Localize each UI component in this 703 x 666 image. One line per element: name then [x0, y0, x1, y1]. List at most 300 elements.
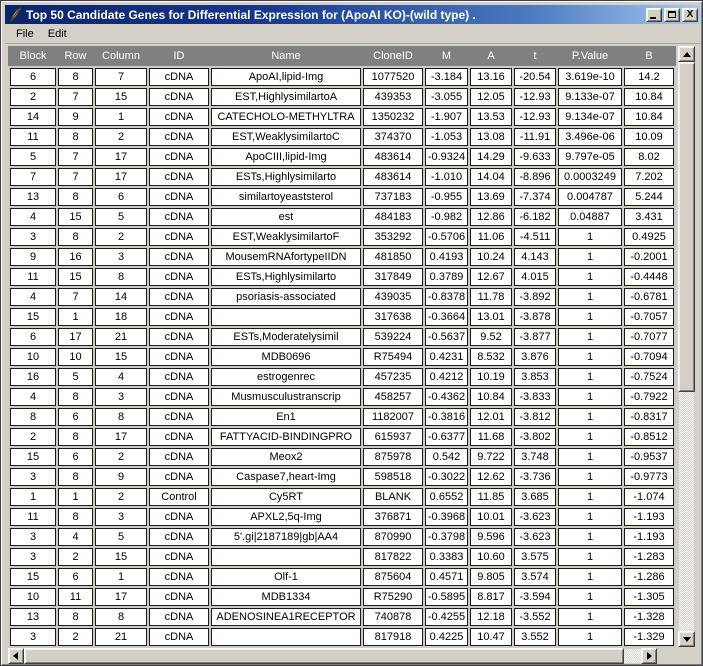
table-row[interactable] — [10, 208, 674, 226]
cell[interactable]: 6 — [95, 188, 147, 206]
cell[interactable]: Caspase7,heart-Img — [211, 468, 361, 486]
cell[interactable]: cDNA — [149, 128, 209, 146]
cell[interactable]: -3.878 — [514, 308, 556, 326]
cell[interactable]: 3.552 — [514, 628, 556, 646]
cell[interactable]: 5 — [58, 368, 93, 386]
table-row[interactable] — [10, 148, 674, 166]
cell[interactable]: -3.892 — [514, 288, 556, 306]
cell[interactable]: 12.18 — [470, 608, 512, 626]
cell[interactable]: -1.907 — [425, 108, 468, 126]
cell[interactable]: 1 — [558, 568, 622, 586]
cell[interactable]: 817918 — [363, 628, 423, 646]
table-row[interactable] — [10, 508, 674, 526]
cell[interactable]: cDNA — [149, 348, 209, 366]
cell[interactable]: -3.802 — [514, 428, 556, 446]
cell[interactable]: 458257 — [363, 388, 423, 406]
cell[interactable]: -7.374 — [514, 188, 556, 206]
cell[interactable]: 0.4571 — [425, 568, 468, 586]
cell[interactable]: 11.68 — [470, 428, 512, 446]
cell[interactable]: 21 — [95, 628, 147, 646]
cell[interactable]: 317638 — [363, 308, 423, 326]
cell[interactable]: 1 — [558, 388, 622, 406]
cell[interactable]: 6 — [58, 568, 93, 586]
cell[interactable]: 1 — [58, 488, 93, 506]
cell[interactable]: cDNA — [149, 408, 209, 426]
cell[interactable]: cDNA — [149, 628, 209, 646]
cell[interactable]: 374370 — [363, 128, 423, 146]
cell[interactable]: 9.134e-07 — [558, 108, 622, 126]
cell[interactable]: 5 — [95, 208, 147, 226]
cell[interactable]: -3.552 — [514, 608, 556, 626]
scroll-right-button[interactable] — [641, 648, 657, 664]
cell[interactable]: 7 — [58, 88, 93, 106]
cell[interactable]: 11 — [10, 508, 56, 526]
cell[interactable]: -0.9537 — [624, 448, 674, 466]
cell[interactable]: 737183 — [363, 188, 423, 206]
cell[interactable]: 15 — [58, 268, 93, 286]
cell[interactable]: 1 — [558, 508, 622, 526]
cell[interactable]: 9.722 — [470, 448, 512, 466]
cell[interactable]: 3 — [10, 468, 56, 486]
cell[interactable]: 2 — [95, 128, 147, 146]
cell[interactable]: Control — [149, 488, 209, 506]
cell[interactable]: 3.876 — [514, 348, 556, 366]
cell[interactable]: cDNA — [149, 608, 209, 626]
cell[interactable]: 15 — [10, 448, 56, 466]
table-row[interactable] — [10, 448, 674, 466]
cell[interactable]: 0.4225 — [425, 628, 468, 646]
cell[interactable]: similartoyeaststerol — [211, 188, 361, 206]
cell[interactable]: -3.623 — [514, 508, 556, 526]
cell[interactable]: -20.54 — [514, 68, 556, 86]
cell[interactable]: -0.9324 — [425, 148, 468, 166]
cell[interactable]: 3 — [10, 548, 56, 566]
cell[interactable]: 17 — [58, 328, 93, 346]
cell[interactable]: 9 — [95, 468, 147, 486]
cell[interactable]: cDNA — [149, 308, 209, 326]
cell[interactable]: 8.02 — [624, 148, 674, 166]
cell[interactable]: Musmusculustranscrip — [211, 388, 361, 406]
cell[interactable]: 3 — [10, 628, 56, 646]
cell[interactable]: -0.3968 — [425, 508, 468, 526]
cell[interactable]: 1350232 — [363, 108, 423, 126]
cell[interactable]: -0.3798 — [425, 528, 468, 546]
cell[interactable]: 2 — [10, 428, 56, 446]
cell[interactable]: 7 — [58, 288, 93, 306]
cell[interactable]: ESTs,Moderatelysimil — [211, 328, 361, 346]
cell[interactable]: 10.01 — [470, 508, 512, 526]
cell[interactable]: 1077520 — [363, 68, 423, 86]
cell[interactable]: -0.7057 — [624, 308, 674, 326]
cell[interactable]: 8 — [58, 68, 93, 86]
cell[interactable]: 483614 — [363, 168, 423, 186]
cell[interactable]: 8 — [95, 608, 147, 626]
cell[interactable]: 13 — [10, 188, 56, 206]
cell[interactable]: -3.055 — [425, 88, 468, 106]
cell[interactable]: -0.3816 — [425, 408, 468, 426]
cell[interactable]: 13.16 — [470, 68, 512, 86]
cell[interactable]: -12.93 — [514, 88, 556, 106]
cell[interactable]: -0.4255 — [425, 608, 468, 626]
table-row[interactable] — [10, 128, 674, 146]
table-row[interactable] — [10, 308, 674, 326]
menu-file[interactable]: File — [16, 27, 34, 40]
cell[interactable]: cDNA — [149, 448, 209, 466]
cell[interactable]: 15 — [10, 568, 56, 586]
cell[interactable]: cDNA — [149, 508, 209, 526]
cell[interactable]: 16 — [58, 248, 93, 266]
cell[interactable]: cDNA — [149, 528, 209, 546]
cell[interactable]: 13.08 — [470, 128, 512, 146]
cell[interactable] — [211, 548, 361, 566]
table-row[interactable] — [10, 328, 674, 346]
cell[interactable]: 11 — [58, 588, 93, 606]
cell[interactable]: 870990 — [363, 528, 423, 546]
table-row[interactable] — [10, 188, 674, 206]
cell[interactable]: cDNA — [149, 288, 209, 306]
cell[interactable]: -0.9773 — [624, 468, 674, 486]
cell[interactable]: 1 — [558, 288, 622, 306]
title-bar[interactable] — [5, 5, 700, 24]
table-row[interactable] — [10, 268, 674, 286]
table-row[interactable] — [10, 608, 674, 626]
table-row[interactable] — [10, 168, 674, 186]
cell[interactable]: 740878 — [363, 608, 423, 626]
cell[interactable]: cDNA — [149, 148, 209, 166]
table-row[interactable] — [10, 68, 674, 86]
cell[interactable]: -0.982 — [425, 208, 468, 226]
cell[interactable]: -0.7077 — [624, 328, 674, 346]
cell[interactable]: -3.736 — [514, 468, 556, 486]
cell[interactable]: 11.78 — [470, 288, 512, 306]
cell[interactable]: psoriasis-associated — [211, 288, 361, 306]
cell[interactable]: -0.8378 — [425, 288, 468, 306]
cell[interactable]: -0.7922 — [624, 388, 674, 406]
table-row[interactable] — [10, 388, 674, 406]
cell[interactable]: 1 — [558, 228, 622, 246]
minimize-button[interactable] — [646, 8, 662, 22]
cell[interactable]: EST,WeaklysimilartoF — [211, 228, 361, 246]
table-row[interactable] — [10, 348, 674, 366]
cell[interactable]: 18 — [95, 308, 147, 326]
vertical-scrollbar-track[interactable] — [679, 392, 694, 631]
scroll-down-button[interactable] — [678, 631, 695, 647]
cell[interactable]: cDNA — [149, 428, 209, 446]
cell[interactable]: 8 — [95, 268, 147, 286]
horizontal-scrollbar-thumb[interactable] — [24, 648, 624, 664]
cell[interactable]: cDNA — [149, 108, 209, 126]
cell[interactable]: -1.283 — [624, 548, 674, 566]
cell[interactable]: 7.202 — [624, 168, 674, 186]
cell[interactable]: R75494 — [363, 348, 423, 366]
cell[interactable] — [211, 628, 361, 646]
cell[interactable]: 9.52 — [470, 328, 512, 346]
cell[interactable]: 317849 — [363, 268, 423, 286]
cell[interactable]: cDNA — [149, 368, 209, 386]
cell[interactable]: 0.004787 — [558, 188, 622, 206]
cell[interactable]: 3 — [95, 388, 147, 406]
cell[interactable]: est — [211, 208, 361, 226]
cell[interactable]: -0.8512 — [624, 428, 674, 446]
cell[interactable]: 8 — [58, 388, 93, 406]
cell[interactable]: 5.244 — [624, 188, 674, 206]
cell[interactable]: -6.182 — [514, 208, 556, 226]
cell[interactable]: 9.133e-07 — [558, 88, 622, 106]
cell[interactable]: 1 — [558, 588, 622, 606]
cell[interactable]: EST,HighlysimilartoA — [211, 88, 361, 106]
table-row[interactable] — [10, 428, 674, 446]
cell[interactable]: 8 — [58, 428, 93, 446]
cell[interactable]: 10.19 — [470, 368, 512, 386]
cell[interactable]: 1 — [558, 248, 622, 266]
cell[interactable]: 15 — [10, 308, 56, 326]
cell[interactable]: -9.633 — [514, 148, 556, 166]
vertical-scrollbar[interactable] — [678, 46, 695, 647]
table-row[interactable] — [10, 468, 674, 486]
cell[interactable]: 6 — [58, 408, 93, 426]
cell[interactable]: -0.6377 — [425, 428, 468, 446]
cell[interactable]: Olf-1 — [211, 568, 361, 586]
cell[interactable]: 483614 — [363, 148, 423, 166]
cell[interactable]: 10.47 — [470, 628, 512, 646]
cell[interactable]: 10.60 — [470, 548, 512, 566]
cell[interactable]: 10.84 — [470, 388, 512, 406]
cell[interactable]: 7 — [95, 68, 147, 86]
cell[interactable]: cDNA — [149, 268, 209, 286]
cell[interactable]: 8 — [95, 408, 147, 426]
cell[interactable]: 1 — [558, 448, 622, 466]
cell[interactable]: -3.184 — [425, 68, 468, 86]
cell[interactable]: cDNA — [149, 388, 209, 406]
cell[interactable]: 10.84 — [624, 108, 674, 126]
table-row[interactable] — [10, 408, 674, 426]
cell[interactable]: estrogenrec — [211, 368, 361, 386]
cell[interactable]: 439035 — [363, 288, 423, 306]
table-row[interactable] — [10, 248, 674, 266]
cell[interactable]: 1 — [558, 348, 622, 366]
cell[interactable]: cDNA — [149, 188, 209, 206]
cell[interactable]: ApoCIII,lipid-Img — [211, 148, 361, 166]
cell[interactable]: 4.143 — [514, 248, 556, 266]
table-row[interactable] — [10, 568, 674, 586]
cell[interactable]: 15 — [95, 88, 147, 106]
cell[interactable]: -1.329 — [624, 628, 674, 646]
cell[interactable]: 13.53 — [470, 108, 512, 126]
cell[interactable]: 11.06 — [470, 228, 512, 246]
vertical-scrollbar-thumb[interactable] — [678, 62, 695, 392]
cell[interactable]: ESTs,Highlysimilarto — [211, 268, 361, 286]
cell[interactable]: R75290 — [363, 588, 423, 606]
cell[interactable]: 5'.gi|2187189|gb|AA4 — [211, 528, 361, 546]
cell[interactable]: 21 — [95, 328, 147, 346]
cell[interactable]: 0.4231 — [425, 348, 468, 366]
cell[interactable]: 1 — [558, 308, 622, 326]
cell[interactable]: CATECHOLO-METHYLTRA — [211, 108, 361, 126]
cell[interactable]: 8 — [58, 128, 93, 146]
cell[interactable]: 0.3383 — [425, 548, 468, 566]
table-row[interactable] — [10, 368, 674, 386]
cell[interactable]: ADENOSINEA1RECEPTOR — [211, 608, 361, 626]
cell[interactable]: 457235 — [363, 368, 423, 386]
cell[interactable]: 2 — [58, 628, 93, 646]
cell[interactable]: -0.3022 — [425, 468, 468, 486]
cell[interactable]: 3 — [10, 228, 56, 246]
cell[interactable]: 1 — [95, 108, 147, 126]
cell[interactable]: 1 — [558, 488, 622, 506]
cell[interactable]: 7 — [58, 148, 93, 166]
cell[interactable]: 1 — [10, 488, 56, 506]
cell[interactable]: cDNA — [149, 328, 209, 346]
cell[interactable]: 6 — [58, 448, 93, 466]
cell[interactable]: -0.5637 — [425, 328, 468, 346]
cell[interactable]: cDNA — [149, 68, 209, 86]
cell[interactable]: 0.3789 — [425, 268, 468, 286]
cell[interactable]: 7 — [10, 168, 56, 186]
cell[interactable]: -0.3664 — [425, 308, 468, 326]
cell[interactable]: 6 — [10, 328, 56, 346]
cell[interactable]: -1.010 — [425, 168, 468, 186]
cell[interactable]: 1 — [558, 408, 622, 426]
cell[interactable]: 1 — [558, 528, 622, 546]
menu-edit[interactable]: Edit — [47, 27, 67, 40]
cell[interactable]: 1 — [558, 368, 622, 386]
cell[interactable] — [211, 308, 361, 326]
cell[interactable]: 3.853 — [514, 368, 556, 386]
cell[interactable]: 12.05 — [470, 88, 512, 106]
cell[interactable]: 3.575 — [514, 548, 556, 566]
cell[interactable]: FATTYACID-BINDINGPRO — [211, 428, 361, 446]
cell[interactable]: 10.09 — [624, 128, 674, 146]
maximize-button[interactable] — [664, 8, 680, 22]
cell[interactable]: 4 — [10, 208, 56, 226]
cell[interactable]: MousemRNAfortypeIIDN — [211, 248, 361, 266]
cell[interactable]: cDNA — [149, 548, 209, 566]
cell[interactable]: 0.0003249 — [558, 168, 622, 186]
cell[interactable]: 875978 — [363, 448, 423, 466]
cell[interactable]: 1182007 — [363, 408, 423, 426]
table-row[interactable] — [10, 528, 674, 546]
cell[interactable]: -0.955 — [425, 188, 468, 206]
cell[interactable]: 4 — [10, 388, 56, 406]
cell[interactable]: 5 — [10, 148, 56, 166]
cell[interactable]: 2 — [58, 548, 93, 566]
cell[interactable]: 3.748 — [514, 448, 556, 466]
cell[interactable]: 481850 — [363, 248, 423, 266]
cell[interactable]: -4.511 — [514, 228, 556, 246]
cell[interactable]: -3.594 — [514, 588, 556, 606]
cell[interactable]: 1 — [558, 328, 622, 346]
cell[interactable]: En1 — [211, 408, 361, 426]
cell[interactable]: 598518 — [363, 468, 423, 486]
cell[interactable]: 9 — [58, 108, 93, 126]
cell[interactable]: 3 — [95, 248, 147, 266]
cell[interactable]: 3.619e-10 — [558, 68, 622, 86]
cell[interactable]: MDB0696 — [211, 348, 361, 366]
cell[interactable]: 12.86 — [470, 208, 512, 226]
cell[interactable]: cDNA — [149, 228, 209, 246]
cell[interactable]: -1.053 — [425, 128, 468, 146]
cell[interactable]: 10 — [10, 588, 56, 606]
cell[interactable]: MDB1334 — [211, 588, 361, 606]
cell[interactable]: cDNA — [149, 248, 209, 266]
cell[interactable]: 14.29 — [470, 148, 512, 166]
cell[interactable]: 2 — [10, 88, 56, 106]
table-row[interactable] — [10, 88, 674, 106]
cell[interactable]: -1.074 — [624, 488, 674, 506]
cell[interactable]: -0.5895 — [425, 588, 468, 606]
cell[interactable]: -0.2001 — [624, 248, 674, 266]
cell[interactable]: 11.85 — [470, 488, 512, 506]
cell[interactable]: BLANK — [363, 488, 423, 506]
cell[interactable]: -0.4448 — [624, 268, 674, 286]
cell[interactable]: 15 — [58, 208, 93, 226]
cell[interactable]: 484183 — [363, 208, 423, 226]
cell[interactable]: -0.6781 — [624, 288, 674, 306]
cell[interactable]: 1 — [558, 608, 622, 626]
cell[interactable]: 8 — [10, 408, 56, 426]
cell[interactable]: ApoAI,lipid-Img — [211, 68, 361, 86]
cell[interactable]: 17 — [95, 148, 147, 166]
cell[interactable]: 1 — [558, 628, 622, 646]
cell[interactable]: -3.812 — [514, 408, 556, 426]
table-row[interactable] — [10, 548, 674, 566]
cell[interactable]: cDNA — [149, 468, 209, 486]
cell[interactable]: -1.286 — [624, 568, 674, 586]
cell[interactable]: 3 — [10, 528, 56, 546]
cell[interactable]: EST,WeaklysimilartoC — [211, 128, 361, 146]
cell[interactable]: 3.431 — [624, 208, 674, 226]
cell[interactable]: -0.7524 — [624, 368, 674, 386]
cell[interactable]: -3.877 — [514, 328, 556, 346]
cell[interactable]: 5 — [95, 528, 147, 546]
cell[interactable]: 14 — [95, 288, 147, 306]
cell[interactable]: cDNA — [149, 568, 209, 586]
cell[interactable]: 2 — [95, 448, 147, 466]
cell[interactable]: -1.193 — [624, 528, 674, 546]
cell[interactable]: 2 — [95, 488, 147, 506]
cell[interactable]: 817822 — [363, 548, 423, 566]
cell[interactable]: cDNA — [149, 208, 209, 226]
cell[interactable]: 1 — [558, 428, 622, 446]
cell[interactable]: 539224 — [363, 328, 423, 346]
cell[interactable]: -12.93 — [514, 108, 556, 126]
cell[interactable]: 0.4193 — [425, 248, 468, 266]
cell[interactable]: 10 — [58, 348, 93, 366]
scroll-up-button[interactable] — [678, 46, 695, 62]
table-row[interactable] — [10, 488, 674, 506]
cell[interactable]: 8 — [58, 508, 93, 526]
cell[interactable]: 615937 — [363, 428, 423, 446]
cell[interactable]: 12.01 — [470, 408, 512, 426]
cell[interactable]: 14.04 — [470, 168, 512, 186]
cell[interactable]: 17 — [95, 588, 147, 606]
table-row[interactable] — [10, 628, 674, 646]
close-button[interactable] — [682, 8, 698, 22]
cell[interactable]: -0.8317 — [624, 408, 674, 426]
cell[interactable]: 353292 — [363, 228, 423, 246]
cell[interactable]: cDNA — [149, 168, 209, 186]
horizontal-scrollbar[interactable] — [8, 648, 673, 664]
cell[interactable]: 376871 — [363, 508, 423, 526]
cell[interactable]: 1 — [58, 308, 93, 326]
cell[interactable]: 875604 — [363, 568, 423, 586]
cell[interactable]: 10.84 — [624, 88, 674, 106]
cell[interactable]: 12.62 — [470, 468, 512, 486]
table-row[interactable] — [10, 108, 674, 126]
cell[interactable]: -1.193 — [624, 508, 674, 526]
cell[interactable]: 0.542 — [425, 448, 468, 466]
cell[interactable]: 0.4925 — [624, 228, 674, 246]
